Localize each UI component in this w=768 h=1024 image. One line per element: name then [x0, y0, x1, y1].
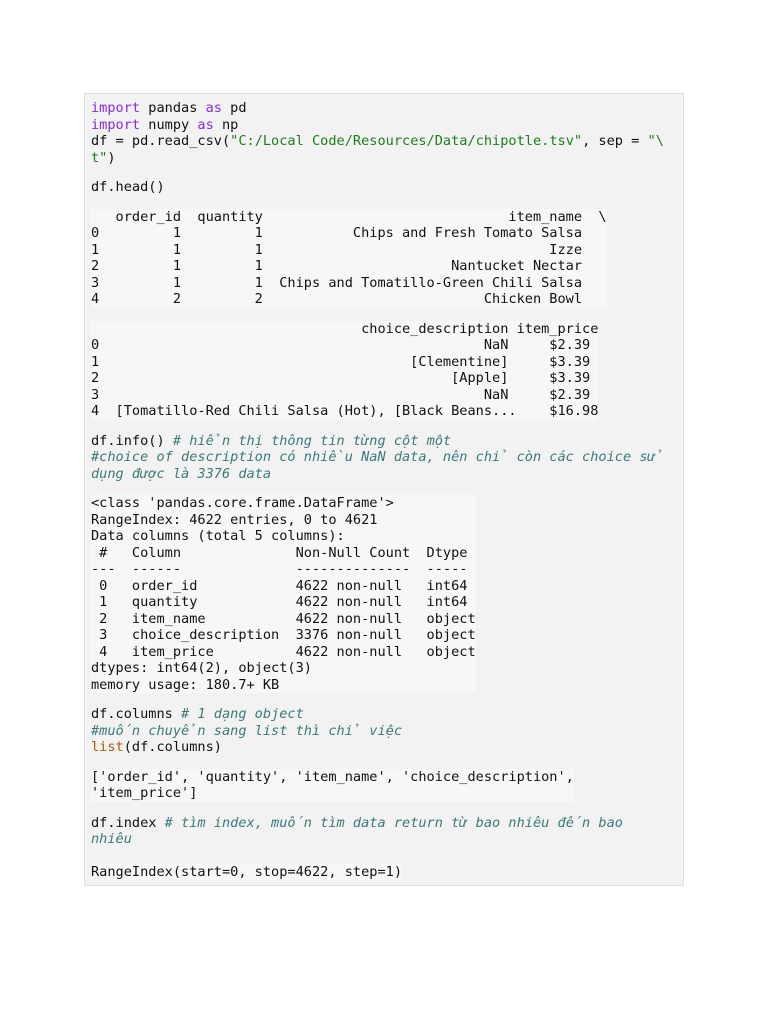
code-text: pd: [221, 100, 247, 116]
output-line: 4 2 2 Chicken Bowl: [91, 291, 607, 307]
head-output-table-1: [91, 209, 607, 308]
code-text: (df.columns): [123, 739, 222, 755]
output-line: dtypes: int64(2), object(3): [91, 660, 476, 677]
output-line: 3 1 1 Chips and Tomatillo-Green Chili Salsa: [91, 274, 607, 291]
output-line: 3 NaN $2.39: [91, 387, 598, 404]
spacer: [91, 482, 679, 495]
spacer: [91, 802, 679, 815]
output-line: 3 choice_description 3376 non-null object: [91, 627, 476, 643]
code-line: [91, 433, 679, 450]
output-line: memory usage: 180.7+ KB: [91, 677, 476, 694]
output-line: 2 1 1 Nantucket Nectar: [91, 258, 607, 274]
code-comment: # 1 dạng object: [172, 706, 304, 722]
head-output-table-2: [91, 321, 598, 420]
output-line: 4 [Tomatillo-Red Chili Salsa (Hot), [Black Beans... $16.98: [91, 403, 599, 419]
code-comment: # hiển thị thông tin từng cột một: [164, 432, 452, 449]
code-content: [91, 100, 679, 880]
code-line: [91, 739, 679, 756]
code-comment: dụng được là 3376 data: [91, 465, 272, 482]
output-line: # Column Non-Null Count Dtype: [91, 544, 476, 561]
output-line: 2 [Apple] $3.39: [91, 370, 598, 387]
output-line: 2 item_name 4622 non-null object: [91, 610, 476, 627]
spacer: [91, 166, 679, 179]
output-line: 1 [Clementine] $3.39: [91, 354, 598, 371]
output-line: 1 quantity 4622 non-null int64: [91, 594, 476, 610]
output-line: 4 item_price 4622 non-null object: [91, 643, 476, 660]
keyword: import: [91, 100, 141, 116]
code-text: ): [107, 149, 116, 166]
string-literal: t": [91, 149, 108, 166]
code-text: , sep =: [582, 133, 648, 149]
spacer: [91, 848, 679, 861]
string-literal: "\: [647, 133, 664, 149]
keyword: as: [205, 100, 222, 116]
output-line: 0 NaN $2.39: [91, 337, 598, 354]
code-text: df = pd.read_csv(: [91, 133, 231, 149]
code-line: [91, 133, 679, 150]
builtin-function: list: [91, 739, 124, 755]
code-line: [91, 150, 679, 167]
spacer: [91, 420, 679, 433]
info-output: [91, 495, 476, 693]
output-line: ['order_id', 'quantity', 'item_name', 'choice_description',: [91, 768, 574, 785]
code-text: pandas: [140, 100, 206, 116]
code-text: df.columns: [91, 706, 173, 722]
columns-output: [91, 769, 574, 802]
code-text: np: [213, 116, 239, 133]
keyword: import: [91, 116, 141, 133]
code-comment: # tìm index, muốn tìm data return từ bao nhiêu đến bao: [156, 814, 623, 831]
output-line: RangeIndex(start=0, stop=4622, step=1): [91, 863, 402, 880]
string-literal: "C:/Local Code/Resources/Data/chipotle.tsv": [230, 133, 583, 149]
output-line: RangeIndex: 4622 entries, 0 to 4621: [91, 512, 476, 529]
code-text: df.info(): [91, 432, 165, 449]
spacer: [91, 308, 679, 321]
code-line: [91, 117, 679, 134]
output-line: --- ------ -------------- -----: [91, 561, 476, 577]
code-line: df.head(): [91, 179, 165, 195]
code-listing: [84, 93, 684, 886]
output-line: Data columns (total 5 columns):: [91, 528, 476, 545]
code-line: [91, 815, 679, 832]
output-line: choice_description item_price: [91, 320, 599, 337]
code-line: [91, 100, 679, 117]
output-line: 1 1 1 Izze: [91, 241, 607, 258]
keyword: as: [197, 116, 214, 133]
output-line: order_id quantity item_name \: [91, 208, 607, 225]
code-text: df.index: [91, 814, 157, 831]
code-text: numpy: [140, 116, 198, 133]
code-comment: #muốn chuyển sang list thì chỉ việc: [91, 722, 402, 739]
code-line: [91, 706, 679, 723]
code-comment: #choice of description có nhiều NaN data, nên chỉ còn các choice sử: [91, 449, 664, 465]
spacer: [91, 756, 679, 769]
code-comment: nhiêu: [91, 831, 132, 847]
spacer: [91, 196, 679, 209]
output-line: 0 1 1 Chips and Fresh Tomato Salsa: [91, 225, 607, 241]
output-line: 0 order_id 4622 non-null int64: [91, 577, 476, 594]
output-line: <class 'pandas.core.frame.DataFrame'>: [91, 495, 476, 512]
output-line: 'item_price']: [91, 785, 574, 802]
index-output: [91, 864, 402, 881]
spacer: [91, 693, 679, 706]
